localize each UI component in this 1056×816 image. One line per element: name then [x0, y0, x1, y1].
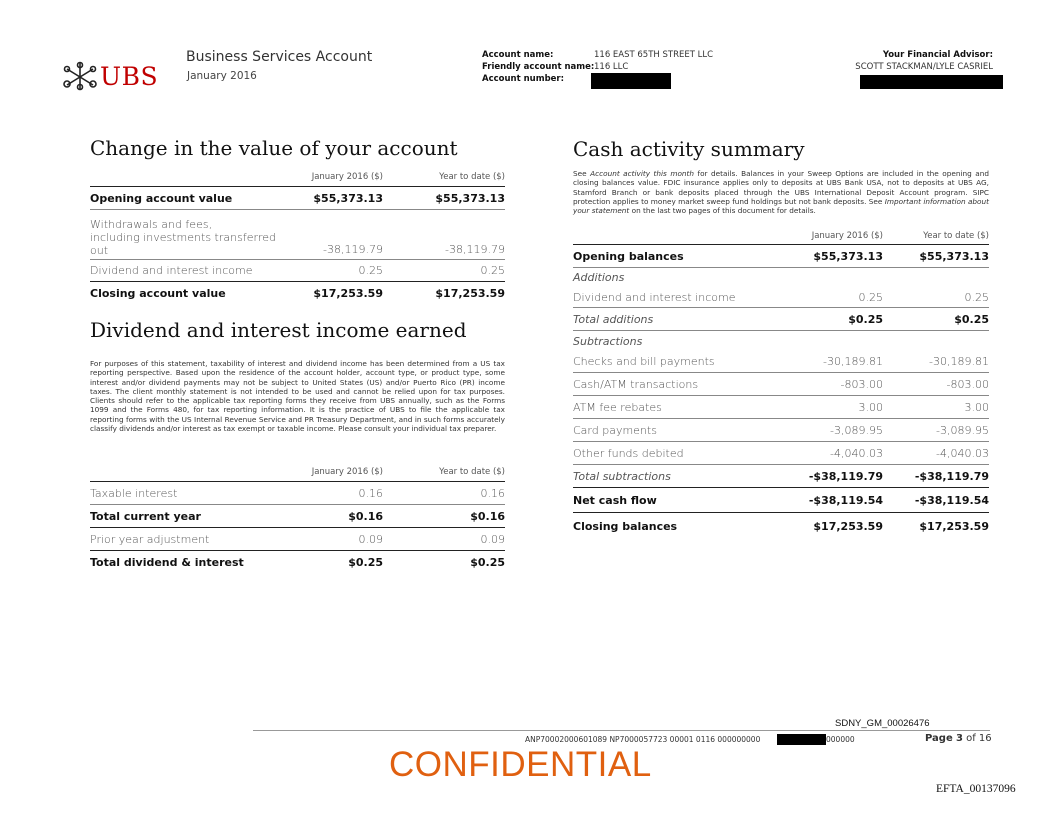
efta-number: EFTA_00137096	[936, 783, 1016, 795]
col-header-month: January 2016 ($)	[311, 172, 383, 182]
table-row: Opening balances $55,373.13 $55,373.13	[573, 245, 989, 268]
cash-activity-title: Cash activity summary	[573, 137, 805, 161]
account-name-label: Account name:	[482, 50, 554, 60]
footer-redaction	[777, 734, 826, 745]
account-number-redaction	[591, 73, 671, 89]
table-row: Closing account value $17,253.59 $17,253.59	[90, 286, 505, 300]
subtractions-heading: Subtractions	[573, 334, 643, 348]
table-row: Total subtractions -$38,119.79 -$38,119.79	[573, 465, 989, 488]
table-header	[90, 168, 505, 187]
footer-divider	[253, 730, 990, 731]
col-header-month: January 2016 ($)	[811, 230, 883, 241]
col-header-ytd: Year to date ($)	[439, 172, 505, 182]
table-row: Dividend and interest income 0.25 0.25	[573, 287, 989, 308]
table-row: Closing balances $17,253.59 $17,253.59	[573, 519, 989, 533]
col-header-month: January 2016 ($)	[311, 467, 383, 477]
footer-code-tail: 000000	[826, 735, 855, 744]
table-row: Taxable interest 0.16 0.16	[90, 482, 505, 505]
cash-activity-table	[573, 227, 989, 539]
table-header	[90, 463, 505, 482]
table-row: Total current year $0.16 $0.16	[90, 505, 505, 528]
col-header-ytd: Year to date ($)	[923, 230, 989, 241]
table-row: Dividend and interest income 0.25 0.25	[90, 260, 505, 282]
table-row: Opening account value $55,373.13 $55,373.13	[90, 187, 505, 210]
statement-period: January 2016	[187, 70, 257, 82]
table-row: Net cash flow -$38,119.54 -$38,119.54	[573, 488, 989, 513]
friendly-name-value: 116 LLC	[594, 62, 629, 72]
table-row: Prior year adjustment 0.09 0.09	[90, 528, 505, 551]
advisor-label: Your Financial Advisor:	[882, 50, 993, 60]
table-row: Checks and bill payments -30,189.81 -30,189.81	[573, 351, 989, 373]
col-header-ytd: Year to date ($)	[439, 467, 505, 477]
ubs-keys-icon	[62, 61, 98, 91]
table-row: Card payments -3,089.95 -3,089.95	[573, 419, 989, 442]
dividend-title: Dividend and interest income earned	[90, 318, 467, 342]
advisor-redaction	[860, 75, 1003, 89]
table-row: Withdrawals and fees, including investments transferred out -38,119.79 -38,119.79	[90, 210, 505, 260]
ubs-logo	[62, 58, 162, 94]
table-row: Total dividend & interest $0.25 $0.25	[90, 555, 505, 569]
logo-text: UBS	[100, 61, 159, 91]
change-value-title: Change in the value of your account	[90, 136, 458, 160]
table-row: ATM fee rebates 3.00 3.00	[573, 396, 989, 419]
change-value-table	[90, 168, 505, 304]
table-header	[573, 227, 989, 245]
table-row: Other funds debited -4,040.03 -4,040.03	[573, 442, 989, 465]
dividend-note: For purposes of this statement, taxability of interest and dividend income has been determined from a US tax reporting perspective. Based upon the residence of the account holder, account type, or product type, some interest and/or dividend payments may not be subject to United States (US) and/or Puerto Rico (PR) income taxes. The client monthly statement is not intended to be used and cannot be relied upon for tax purposes. Clients should refer to the applicable tax reporting forms they receive from UBS annually, such as the Forms 1099 and the Forms 480, for tax reporting information. It is the practice of UBS to file the applicable tax reporting forms with the US Internal Revenue Service and PR Treasury Department, and in such forms accurately classify dividends and/or interest as tax exempt or taxable income. Please consult your individual tax preparer.	[90, 359, 505, 434]
dividend-table	[90, 463, 505, 573]
bates-number: SDNY_GM_00026476	[835, 718, 930, 729]
cash-activity-note: See Account activity this month for details. Balances in your Sweep Options are included in the opening and closing balances value. FDIC insurance applies only to deposits at UBS Bank USA, not to deposits at UBS AG, Stamford Branch or bank deposits placed through the UBS International Deposit Account program. SIPC protection applies to money market sweep fund holdings but not bank deposits. See Important information about your statement on the last two pages of this document for details.	[573, 169, 990, 216]
footer-code: ANP70002000601089 NP7000057723 00001 0116 000000000	[525, 735, 761, 744]
additions-heading: Additions	[573, 271, 625, 284]
confidential-stamp: CONFIDENTIAL	[389, 745, 652, 784]
table-row: Total additions $0.25 $0.25	[573, 308, 989, 331]
advisor-value: SCOTT STACKMAN/LYLE CASRIEL	[855, 62, 993, 72]
account-type-title: Business Services Account	[186, 49, 373, 65]
table-row: Cash/ATM transactions -803.00 -803.00	[573, 373, 989, 396]
friendly-name-label: Friendly account name:	[482, 62, 595, 72]
page-indicator: Page 3 of 16	[925, 733, 992, 744]
account-number-label: Account number:	[482, 74, 565, 84]
account-name-value: 116 EAST 65TH STREET LLC	[594, 50, 714, 60]
